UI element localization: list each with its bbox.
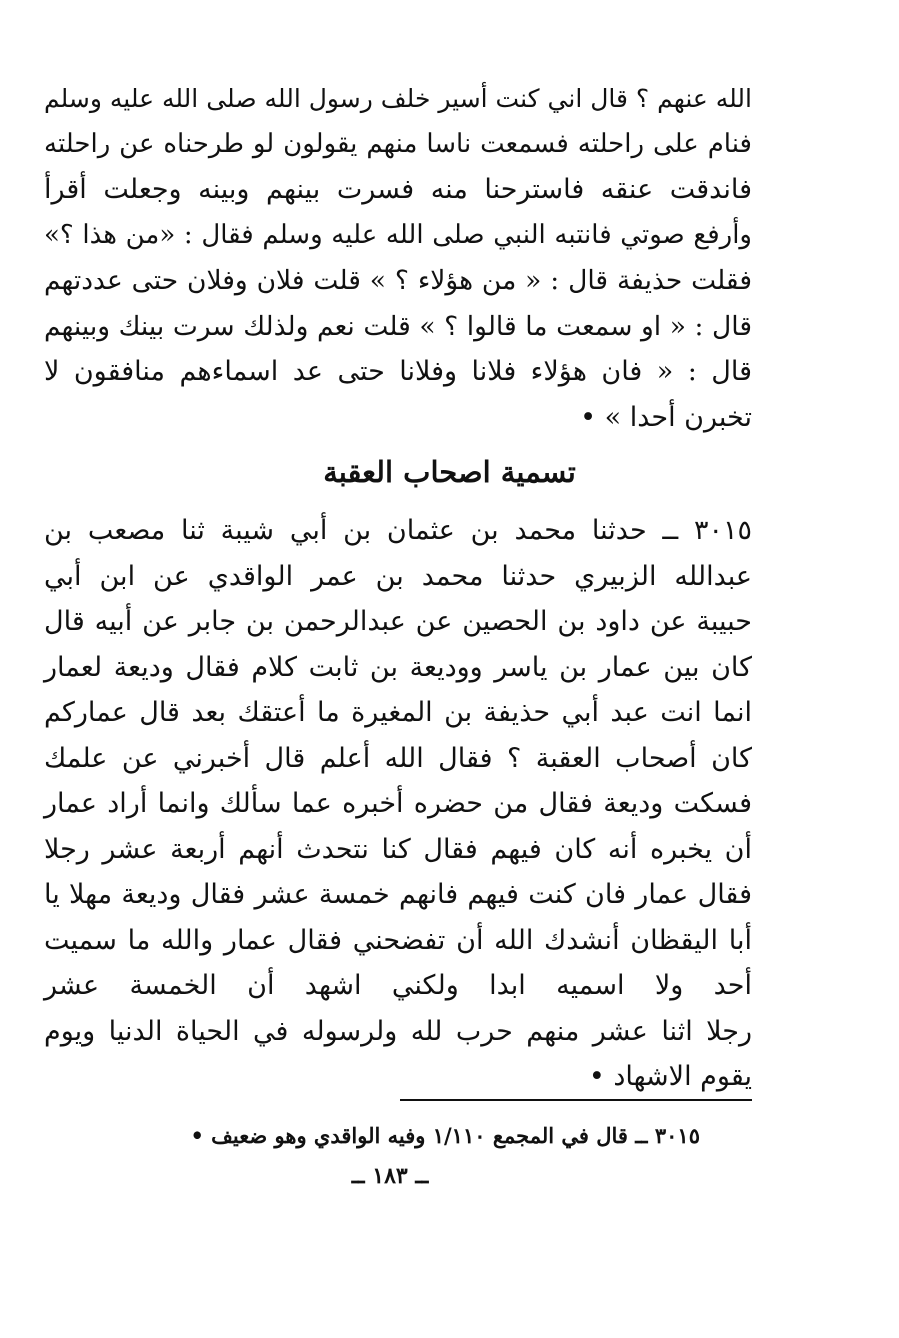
footnote-divider	[400, 1099, 752, 1101]
section-title: تسمية اصحاب العقبة	[323, 455, 576, 489]
text-line: يقوم الاشهاد •	[588, 1061, 752, 1092]
text-line: كان بين عمار بن ياسر ووديعة بن ثابت كلام فقال وديعة لعمار	[44, 651, 752, 683]
text-line: رجلا اثنا عشر منهم حرب لله ولرسوله في الحياة الدنيا ويوم	[44, 1015, 752, 1047]
page-number: ــ ١٨٣ ــ	[351, 1163, 429, 1189]
text-line: فقال عمار فان كنت فيهم فانهم خمسة عشر فقال وديعة مهلا يا	[44, 879, 752, 910]
text-line: فقلت حذيفة قال : « من هؤلاء ؟ » قلت فلان وفلان حتى عددتهم	[44, 265, 752, 296]
text-line: تخبرن أحدا » •	[580, 401, 752, 433]
text-line: أحد ولا اسميه ابدا ولكني اشهد أن الخمسة عشر	[44, 970, 752, 1001]
paragraph-2	[44, 508, 752, 1100]
text-line: قال : « فان هؤلاء فلانا وفلانا حتى عد اسماءهم منافقون لا	[44, 356, 752, 387]
text-line: انما انت عبد أبي حذيفة بن المغيرة ما أعتقك بعد قال عماركم	[44, 697, 752, 728]
text-line: وأرفع صوتي فانتبه النبي صلى الله عليه وسلم فقال : «من هذا ؟»	[44, 219, 752, 250]
text-line: أبا اليقظان أنشدك الله أن تفضحني فقال عمار والله ما سميت	[44, 924, 752, 956]
text-line: فنام على راحلته فسمعت ناسا منهم يقولون لو طرحناه عن راحلته	[44, 128, 752, 159]
text-line: عبدالله الزبيري حدثنا محمد بن عمر الواقدي عن ابن أبي	[44, 560, 752, 592]
text-line: كان أصحاب العقبة ؟ فقال الله أعلم قال أخبرني عن علمك	[44, 742, 752, 774]
text-line: أن يخبره أنه كان فيهم فقال كنا نتحدث أنهم أربعة عشر رجلا	[44, 833, 752, 865]
text-line: ٣٠١٥ ــ حدثنا محمد بن عثمان بن أبي شيبة ثنا مصعب بن	[44, 515, 752, 546]
footnote: ٣٠١٥ ــ قال في المجمع ١/١١٠ وفيه الواقدي وهو ضعيف •	[190, 1123, 700, 1148]
text-line: الله عنهم ؟ قال اني كنت أسير خلف رسول الله صلى الله عليه وسلم	[44, 84, 752, 113]
text-line: حبيبة عن داود بن الحصين عن عبدالرحمن بن جابر عن أبيه قال	[44, 606, 752, 637]
text-line: قال : « او سمعت ما قالوا ؟ » قلت نعم ولذلك سرت بينك وبينهم	[44, 310, 752, 342]
text-line: فسكت وديعة فقال من حضره أخبره عما سألك وانما أراد عمار	[44, 788, 752, 819]
text-line: فاندقت عنقه فاسترحنا منه فسرت بينهم وبينه وجعلت أقرأ	[44, 174, 752, 205]
paragraph-1	[44, 76, 752, 440]
